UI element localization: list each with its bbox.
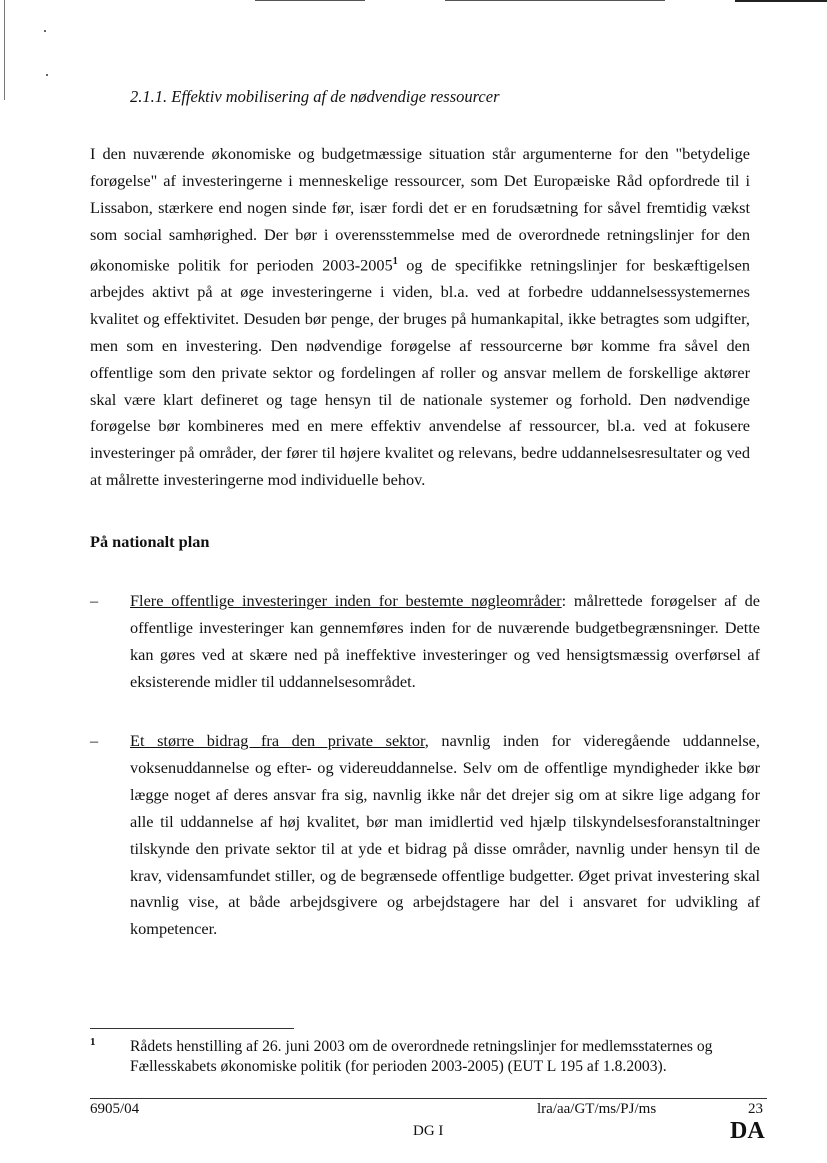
bullet-text	[130, 728, 760, 943]
footer-language: DA	[730, 1118, 765, 1144]
bullet-item	[90, 728, 760, 943]
scan-edge-line	[445, 0, 665, 1]
bullet-dash: –	[90, 591, 99, 610]
footer-directorate: DG I	[413, 1123, 444, 1139]
footer-page-number: 23	[748, 1101, 763, 1117]
footer-doc-number: 6905/04	[90, 1101, 140, 1117]
subheading: På nationalt plan	[90, 532, 210, 551]
intro-text-part-1: I den nuværende økonomiske og budgetmæssige situation står argumenterne for den "betydelige forøgelse" af investeringerne i menneskelige ressourcer, som Det Europæiske Råd opfordrede til i Lissabon, stærkere end nogen sinde før, især fordi det er en forudsætning for såvel fremtidig vækst som social samhørighed. Der bør i overensstemmelse med de overordnede retningslinjer for den økonomiske politik for perioden 2003-2005	[90, 144, 750, 275]
footnote-separator	[90, 1028, 294, 1029]
scan-left-edge	[4, 0, 5, 100]
bullet-body: : målrettede forøgelser af de offentlige investeringer kan gennemføres inden for de nuværende budgetbegrænsninger. Dette kan gøres ved at skære ned på ineffektive investeringer og ved hensigtsmæssig overførsel af eksisterende midler til uddannelsesområdet.	[130, 591, 760, 691]
intro-text-part-2: og de specifikke retningslinjer for beskæftigelsen arbejdes aktivt på at øge investeringerne i viden, bl.a. ved at forbedre uddannelsessystemernes kvalitet og effektivitet. Desuden bør penge, der bruges på humankapital, ikke betragtes som udgifter, men som en investering. Den nødvendige forøgelse af ressourcerne bør komme fra såvel den offentlige som den private sektor og fordelingen af roller og ansvar mellem de forskellige aktører skal være klart defineret og tage hensyn til de nationale systemer og forhold. Den nødvendige forøgelse bør kombineres med en mere effektiv anvendelse af ressourcer, bl.a. ved at fokusere investeringer på områder, der fører til højere kvalitet og relevans, bedre uddannelsesresultater og ved at målrette investeringerne mod individuelle behov.	[90, 255, 750, 490]
bullet-lead: Flere offentlige investeringer inden for bestemte nøgleområder	[130, 591, 562, 610]
section-heading: 2.1.1. Effektiv mobilisering af de nødvendige ressourcer	[130, 87, 500, 106]
scan-edge-line	[255, 0, 365, 1]
footer-reference: lra/aa/GT/ms/PJ/ms	[537, 1101, 657, 1117]
bullet-lead: Et større bidrag fra den private sektor	[130, 731, 425, 750]
footnote-number: 1	[90, 1036, 96, 1048]
bullet-body: , navnlig inden for videregående uddannelse, voksenuddannelse og efter- og videreuddannelse. Selv om de offentlige myndigheder ikke bør lægge noget af deres ansvar fra sig, navnlig ikke når det drejer sig om at sikre lige adgang for alle til uddannelse af høj kvalitet, bør man imidlertid ved hjælp tilskyndelsesforanstaltninger tilskynde den private sektor til at yde et bidrag på disse områder, navnlig under hensyn til de krav, vidensamfundet stiller, og de begrænsede offentlige budgetter. Øget privat investering skal navnlig vise, at både arbejdsgivere og arbejdstagere har del i ansvaret for udvikling af kompetencer.	[130, 731, 760, 939]
footnote-reference[interactable]: 1	[392, 255, 398, 267]
scan-speck	[46, 74, 48, 76]
scan-speck	[44, 30, 46, 32]
bullet-item	[90, 588, 760, 696]
bullet-dash: –	[90, 731, 99, 750]
footnote-text: Rådets henstilling af 26. juni 2003 om de overordnede retningslinjer for medlemsstaternes og Fællesskabets økonomiske politik (for perioden 2003-2005) (EUT L 195 af 1.8.2003).	[130, 1038, 713, 1075]
intro-paragraph	[90, 141, 750, 494]
footer-separator	[90, 1098, 767, 1099]
scan-edge-line	[735, 0, 827, 2]
bullet-text	[130, 588, 760, 696]
